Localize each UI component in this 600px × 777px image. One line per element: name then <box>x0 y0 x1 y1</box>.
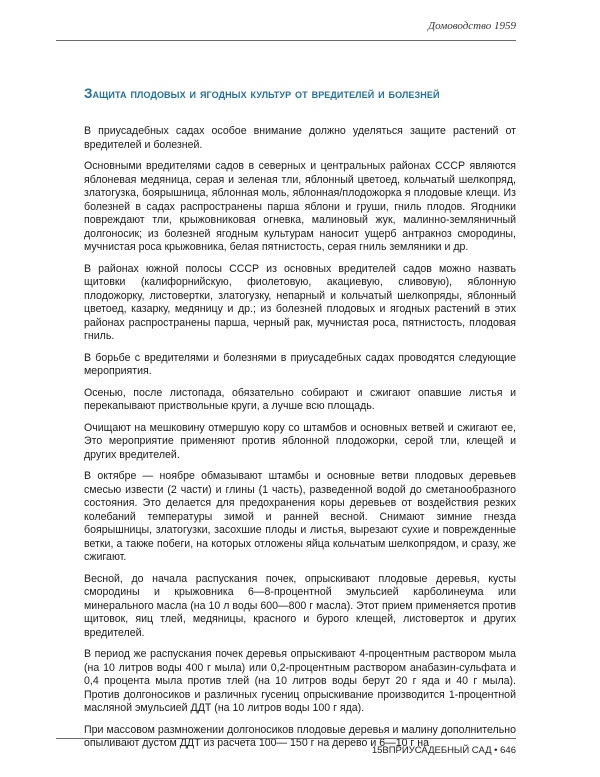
paragraph: В приусадебных садах особое внимание должно уделяться защите растений от вредителей и болезней. <box>84 125 516 151</box>
running-header-title: Домоводство 1959 <box>428 20 516 32</box>
paragraph: Осенью, после листопада, обязательно собирают и сжигают опавшие листья и перекапывают приствольные круги, а лучше всю площадь. <box>84 386 516 412</box>
paragraph: Весной, до начала распускания почек, опрыскивают плодовые деревья, кусты смородины и крыжовника 6—8-процентной эмульсией карболинеума или минерального масла (на 10 л воды 600—800 г масла). Этот прием применяется против щитовок, яиц тлей, медяницы, красного и бурого клещей, листоверток и других вредителей. <box>84 572 516 639</box>
paragraph: При массовом размножении долгоносиков плодовые деревья и малину дополнительно опыливают дустом ДДТ из расчета 100— 150 г на дерево и 6—10 г на <box>84 723 516 749</box>
paragraph: Основными вредителями садов в северных и центральных районах СССР являются яблоневая медяница, серая и зеленая тли, яблонный цветоед, кольчатый шелкопряд, златогузка, боярышница, яблонная моль, яблонная/плодожорка я плодовые клещи. Из болезней в садах распространены парша яблони и груши, гниль плодов. Ягодники повреждают тли, крыжовниковая огневка, малиновый жук, малинно-земляничный долгоносик; из болезней ягодным культурам наносит ущерб антракноз смородины, мучнистая роса крыжовника, белая пятнистость, серая гниль земляники и др. <box>84 160 516 253</box>
paragraph: Очищают на мешковину отмершую кору со штамбов и основных ветвей и сжигают ее, Это мероприятие применяют против яблонной плодожорки, серой тли, клещей и других вредителей. <box>84 421 516 461</box>
paragraph: В октябре — ноябре обмазывают штамбы и основные ветви плодовых деревьев смесью извести (2 части) и глины (1 часть), разведенной водой до сметанообразного состояния. Это делается для предохранения коры деревьев от воздействия резких колебаний температуры зимой и ранней весной. Снимают зимние гнезда боярышницы, златогузки, засохшие плоды и листья, вырезают сухие и поврежденные ветки, а также побеги, на которых отложены яйца кольчатым шелкопрядом, и сразу, же сжигают. <box>84 470 516 563</box>
body-text <box>84 125 516 759</box>
section-heading: Защита плодовых и ягодных культур от вредителей и болезней <box>84 86 440 101</box>
page-header <box>56 18 516 41</box>
page-footer <box>56 738 516 759</box>
paragraph: В борьбе с вредителями и болезнями в приусадебных садах проводятся следующие мероприятия. <box>84 351 516 377</box>
paragraph: В период же распускания почек деревья опрыскивают 4-процентным раствором мыла (на 10 литров воды 400 г мыла) или 0,2-процентным раствором анабазин-сульфата и 0,4 процента мыла против тлей (на 10 литров воды берут 20 г яда и 40 г мыла). Против долгоносиков и различных гусениц опрыскивание производится 1-процентной масляной эмульсией ДДТ (на 10 литров воды 100 г яда). <box>84 648 516 714</box>
page-number: 15ВПРИУСАДЕБНЫЙ САД • 646 <box>371 745 516 756</box>
paragraph: В районах южной полосы СССР из основных вредителей садов можно назвать щитовки (калифорнийскую, фиолетовую, акациевую, сливовую), яблонную плодожорку, листовертки, златогузку, непарный и кольчатый шелкопряды, яблонный цветоед, казарку, медяницу и др.; из болезней плодовых и ягодных растений в этих районах распространены парша, черный рак, мучнистая роса, пятнистость, плодовая гниль. <box>84 262 516 342</box>
